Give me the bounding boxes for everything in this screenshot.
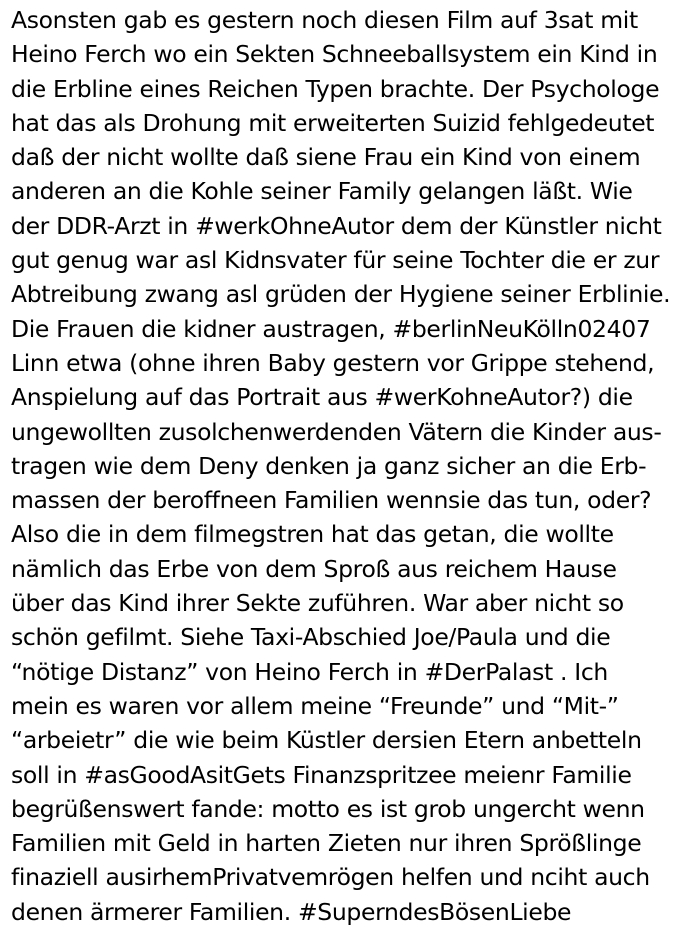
text-line: gut genug war asl Kidnsvater für seine Tochter die er zur	[11, 246, 660, 275]
text-line: mein es waren vor allem meine “Freunde” und “Mit-”	[11, 691, 619, 720]
text-line: massen der beroffneen Familien wennsie das tun, oder?	[11, 486, 652, 515]
text-line: Linn etwa (ohne ihren Baby gestern vor Grippe stehend,	[11, 348, 655, 377]
text-line: ungewollten zusolchenwerdenden Vätern die Kinder aus-	[11, 417, 662, 446]
text-line: anderen an die Kohle seiner Family gelangen läßt. Wie	[11, 177, 633, 206]
text-line: “nötige Distanz” von Heino Ferch in #DerPalast . Ich	[11, 657, 608, 686]
text-line: tragen wie dem Deny denken ja ganz sicher an die Erb-	[11, 451, 647, 480]
text-line: soll in #asGoodAsitGets Finanzspritzee meienr Familie	[11, 760, 632, 789]
text-line: daß der nicht wollte daß siene Frau ein Kind von einem	[11, 143, 641, 172]
text-line: Asonsten gab es gestern noch diesen Film auf 3sat mit	[11, 6, 638, 34]
text-line: die Erbline eines Reichen Typen brachte. Der Psychologe	[11, 74, 660, 103]
text-line: Die Frauen die kidner austragen, #berlinNeuKölln02407	[11, 314, 651, 343]
body-text	[11, 3, 681, 929]
text-line: der DDR-Arzt in #werkOhneAutor dem der Künstler nicht	[11, 211, 662, 240]
text-line: denen ärmerer Familien. #SuperndesBösenLiebe	[11, 897, 572, 926]
text-line: nämlich das Erbe von dem Sproß aus reichem Hause	[11, 554, 617, 583]
text-line: Also die in dem filmegstren hat das getan, die wollte	[11, 520, 614, 549]
text-line: Abtreibung zwang asl grüden der Hygiene seiner Erblinie.	[11, 280, 671, 309]
text-line: finaziell ausirhemPrivatvemrögen helfen und nciht auch	[11, 863, 650, 892]
text-line: über das Kind ihrer Sekte zuführen. War aber nicht so	[11, 589, 624, 618]
text-line: hat das als Drohung mit erweiterten Suizid fehlgedeutet	[11, 108, 655, 137]
text-line: begrüßenswert fande: motto es ist grob ungercht wenn	[11, 794, 645, 823]
text-line: Heino Ferch wo ein Sekten Schneeballsystem ein Kind in	[11, 40, 658, 69]
text-line: “arbeietr” die wie beim Küstler dersien Etern anbetteln	[11, 726, 642, 755]
text-line: Anspielung auf das Portrait aus #werKohneAutor?) die	[11, 383, 633, 412]
text-line: schön gefilmt. Siehe Taxi-Abschied Joe/Paula und die	[11, 623, 611, 652]
text-line: Familien mit Geld in harten Zieten nur ihren Sprößlinge	[11, 829, 642, 858]
